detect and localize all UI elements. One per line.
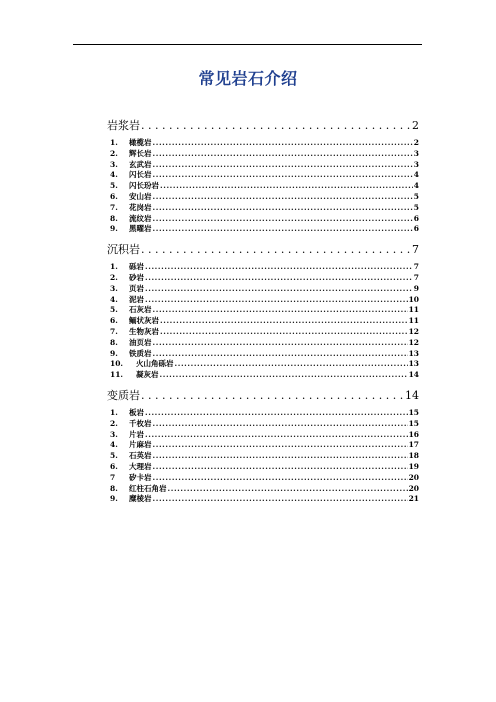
item-page-number: 10 [408, 294, 419, 304]
dot-leader [153, 462, 408, 473]
section-page-number: 14 [405, 388, 419, 402]
toc-item-entry[interactable] [107, 181, 419, 192]
item-number: 4. [110, 440, 118, 450]
item-title: 砂岩 [129, 272, 144, 282]
dot-leader [175, 359, 408, 370]
item-page-number: 5 [413, 202, 419, 212]
item-page-number: 12 [408, 337, 419, 347]
dot-leader [168, 484, 408, 495]
toc-item-entry[interactable] [107, 370, 419, 381]
item-page-number: 3 [413, 159, 419, 169]
item-number: 10. [110, 359, 124, 369]
toc-item-entry[interactable] [107, 484, 419, 495]
item-page-number: 13 [408, 348, 419, 358]
dot-leader [141, 241, 411, 258]
item-page-number: 13 [408, 359, 419, 369]
item-page-number: 5 [413, 191, 419, 201]
item-title: 火山角砾岩 [136, 359, 174, 369]
toc-item-entry[interactable] [107, 419, 419, 430]
dot-leader [153, 338, 408, 349]
item-number: 7. [110, 326, 118, 336]
toc-item-entry[interactable] [107, 473, 419, 484]
dot-leader [145, 408, 408, 419]
toc-section-entry[interactable] [107, 387, 419, 404]
dot-leader [153, 224, 413, 235]
item-page-number: 3 [413, 148, 419, 158]
item-page-number: 17 [408, 440, 419, 450]
item-number: 7 [110, 472, 116, 482]
item-title: 页岩 [129, 283, 144, 293]
item-title: 铁质岩 [129, 348, 152, 358]
item-page-number: 16 [408, 429, 419, 439]
item-number: 6. [110, 461, 118, 471]
dot-leader [153, 473, 408, 484]
item-page-number: 11 [408, 305, 419, 315]
toc-item-entry[interactable] [107, 192, 419, 203]
toc-item-entry[interactable] [107, 338, 419, 349]
item-page-number: 19 [408, 461, 419, 471]
dot-leader [153, 494, 408, 505]
dot-leader [153, 170, 413, 181]
item-number: 4. [110, 170, 118, 180]
item-title: 片麻岩 [129, 440, 152, 450]
item-number: 5. [110, 305, 118, 315]
toc-item-entry[interactable] [107, 408, 419, 419]
item-number: 1. [110, 262, 118, 272]
toc-item-entry[interactable] [107, 295, 419, 306]
item-page-number: 4 [413, 181, 419, 191]
item-title: 黑曜岩 [129, 224, 152, 234]
item-page-number: 2 [413, 138, 419, 147]
item-page-number: 15 [408, 407, 419, 417]
toc-item-entry[interactable] [107, 305, 419, 316]
item-page-number: 20 [408, 483, 419, 493]
toc-item-entry[interactable] [107, 316, 419, 327]
item-page-number: 7 [413, 272, 419, 282]
item-number: 3. [110, 429, 118, 439]
toc-item-entry[interactable] [107, 327, 419, 338]
toc-item-entry[interactable] [107, 160, 419, 171]
toc-item-entry[interactable] [107, 359, 419, 370]
item-number: 8. [110, 213, 118, 223]
dot-leader [145, 430, 408, 441]
item-title: 生物灰岩 [129, 326, 159, 336]
item-page-number: 4 [413, 170, 419, 180]
section-page-number: 2 [412, 119, 419, 132]
item-title: 千枚岩 [129, 418, 152, 428]
item-title: 玄武岩 [129, 159, 152, 169]
item-title: 油页岩 [129, 337, 152, 347]
toc-item-entry[interactable] [107, 203, 419, 214]
item-title: 矽卡岩 [129, 472, 152, 482]
toc-item-entry[interactable] [107, 430, 419, 441]
toc-item-entry[interactable] [107, 284, 419, 295]
item-title: 凝灰岩 [136, 370, 159, 380]
item-title: 片岩 [129, 429, 144, 439]
item-title: 鲕状灰岩 [129, 316, 159, 326]
item-number: 2. [110, 272, 118, 282]
item-page-number: 20 [408, 472, 419, 482]
section-title: 变质岩 [107, 388, 140, 402]
dot-leader [145, 273, 413, 284]
toc-item-entry[interactable] [107, 462, 419, 473]
item-title: 闪长岩 [129, 170, 152, 180]
dot-leader [153, 149, 413, 160]
dot-leader [160, 181, 413, 192]
dot-leader [153, 349, 408, 360]
dot-leader [145, 284, 413, 295]
item-title: 辉长岩 [129, 148, 152, 158]
item-number: 9. [110, 224, 118, 234]
toc-section-entry[interactable] [107, 117, 419, 134]
section-page-number: 7 [412, 243, 419, 257]
dot-leader [160, 316, 408, 327]
item-number: 2. [110, 148, 118, 158]
item-page-number: 6 [413, 224, 419, 234]
dot-leader [153, 192, 413, 203]
item-title: 石灰岩 [129, 305, 152, 315]
item-number: 9. [110, 494, 118, 504]
dot-leader [153, 451, 408, 462]
item-number: 3. [110, 159, 118, 169]
item-number: 3. [110, 283, 118, 293]
toc-item-entry[interactable] [107, 273, 419, 284]
item-title: 砾岩 [129, 262, 144, 272]
dot-leader [153, 440, 408, 451]
dot-leader [160, 327, 408, 338]
section-title: 岩浆岩 [107, 119, 140, 132]
dot-leader [160, 370, 408, 381]
item-number: 9. [110, 348, 118, 358]
dot-leader [153, 160, 413, 171]
item-page-number: 12 [408, 326, 419, 336]
item-title: 泥岩 [129, 294, 144, 304]
dot-leader [141, 117, 411, 134]
item-page-number: 18 [408, 451, 419, 461]
dot-leader [153, 203, 413, 214]
dot-leader [153, 214, 413, 225]
toc-item-entry[interactable] [107, 451, 419, 462]
item-number: 8. [110, 483, 118, 493]
item-page-number: 7 [413, 262, 419, 272]
item-number: 5. [110, 451, 118, 461]
item-number: 4. [110, 294, 118, 304]
section-title: 沉积岩 [107, 243, 140, 257]
item-title: 橄榄岩 [129, 138, 152, 147]
table-of-contents [107, 116, 419, 510]
toc-item-entry[interactable] [107, 440, 419, 451]
toc-item-entry[interactable] [107, 214, 419, 225]
dot-leader [141, 387, 404, 404]
item-title: 流纹岩 [129, 213, 152, 223]
toc-section-entry[interactable] [107, 241, 419, 258]
dot-leader [153, 138, 413, 149]
toc-item-entry[interactable] [107, 149, 419, 160]
item-page-number: 6 [413, 213, 419, 223]
dot-leader [153, 305, 408, 316]
item-number: 8. [110, 337, 118, 347]
item-title: 石英岩 [129, 451, 152, 461]
toc-item-entry[interactable] [107, 262, 419, 273]
item-page-number: 15 [408, 418, 419, 428]
dot-leader [145, 262, 413, 273]
item-page-number: 21 [408, 494, 419, 504]
toc-item-entry[interactable] [107, 349, 419, 360]
item-number: 5. [110, 181, 118, 191]
item-number: 2. [110, 418, 118, 428]
item-page-number: 11 [408, 316, 419, 326]
item-title: 糜棱岩 [129, 494, 152, 504]
dot-leader [145, 295, 408, 306]
item-title: 大理岩 [129, 461, 152, 471]
item-title: 板岩 [129, 407, 144, 417]
page-title: 常见岩石介绍 [198, 69, 298, 88]
toc-item-entry[interactable] [107, 170, 419, 181]
item-title: 红柱石角岩 [129, 483, 167, 493]
item-title: 花岗岩 [129, 202, 152, 212]
item-title: 闪长玢岩 [129, 181, 159, 191]
item-number: 1. [110, 407, 118, 417]
toc-item-entry[interactable] [107, 224, 419, 235]
item-page-number: 14 [408, 370, 419, 380]
toc-item-entry[interactable] [107, 138, 419, 149]
header-rule [73, 44, 422, 45]
dot-leader [153, 419, 408, 430]
item-number: 11. [110, 370, 124, 380]
toc-item-entry[interactable] [107, 494, 419, 505]
item-page-number: 9 [413, 283, 419, 293]
item-number: 6. [110, 191, 118, 201]
item-title: 安山岩 [129, 191, 152, 201]
item-number: 1. [110, 138, 118, 147]
item-number: 7. [110, 202, 118, 212]
item-number: 6. [110, 316, 118, 326]
